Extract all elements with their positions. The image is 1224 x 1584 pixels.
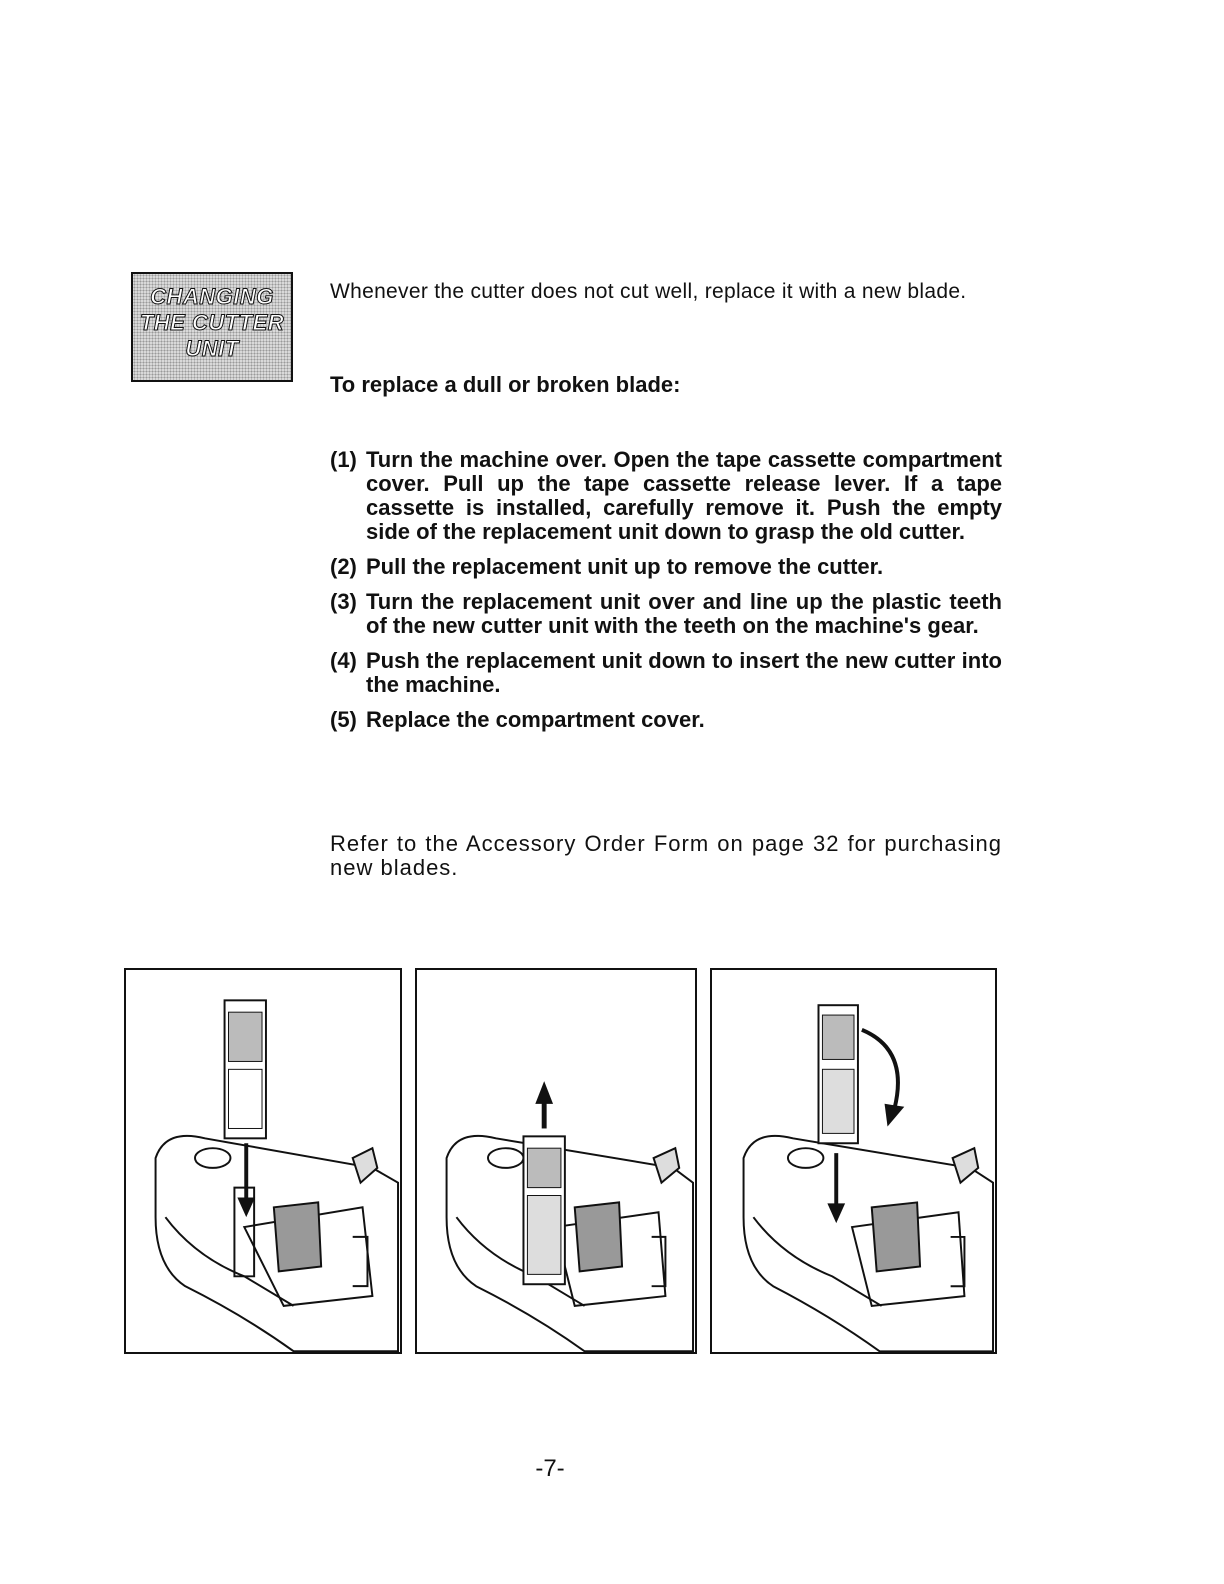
section-heading-line-3: UNIT [185,336,239,361]
step-item-5 [330,708,1002,732]
step-text: Push the replacement unit down to insert the new cutter into the machine. [366,648,1002,697]
page-number: -7- [535,1455,565,1482]
step-number: (4) [330,648,357,673]
section-heading-line-1: CHANGING [150,284,274,309]
step-number: (2) [330,554,357,579]
section-heading-line-2: THE CUTTER [139,310,285,335]
replacement-unit-icon [523,1136,564,1284]
replacement-unit-icon [225,1000,266,1138]
replacement-unit-icon [818,1005,857,1143]
step-text: Turn the machine over. Open the tape cassette compartment cover. Pull up the tape cassette release lever. If a tape cassette is installed, carefully remove it. Push the empty side of the replacement unit down to grasp the old cutter. [366,447,1002,544]
turn-over-arrow-icon [862,1030,904,1127]
step-number: (1) [330,447,357,472]
step-text: Pull the replacement unit up to remove the cutter. [366,554,884,579]
machine-illustration-3 [712,970,995,1352]
illustration-step-1 [124,968,402,1354]
step-list [330,448,1002,743]
step-item-2 [330,555,1002,579]
illustration-step-3 [710,968,997,1354]
section-heading-box [131,272,293,382]
step-text: Turn the replacement unit over and line up the plastic teeth of the new cutter unit with the teeth on the machine's gear. [366,589,1002,638]
step-number: (3) [330,589,357,614]
step-text: Replace the compartment cover. [366,707,705,732]
step-number: (5) [330,707,357,732]
machine-illustration-1 [126,970,400,1352]
intro-paragraph: Whenever the cutter does not cut well, replace it with a new blade. [330,280,967,303]
procedure-subheading: To replace a dull or broken blade: [330,372,681,397]
machine-illustration-2 [417,970,695,1352]
refer-paragraph: Refer to the Accessory Order Form on page 32 for purchasing new blades. [330,831,1002,880]
illustration-step-2 [415,968,697,1354]
pull-up-arrow-icon [535,1081,553,1128]
step-item-3 [330,590,1002,638]
step-item-4 [330,649,1002,697]
step-item-1 [330,448,1002,544]
